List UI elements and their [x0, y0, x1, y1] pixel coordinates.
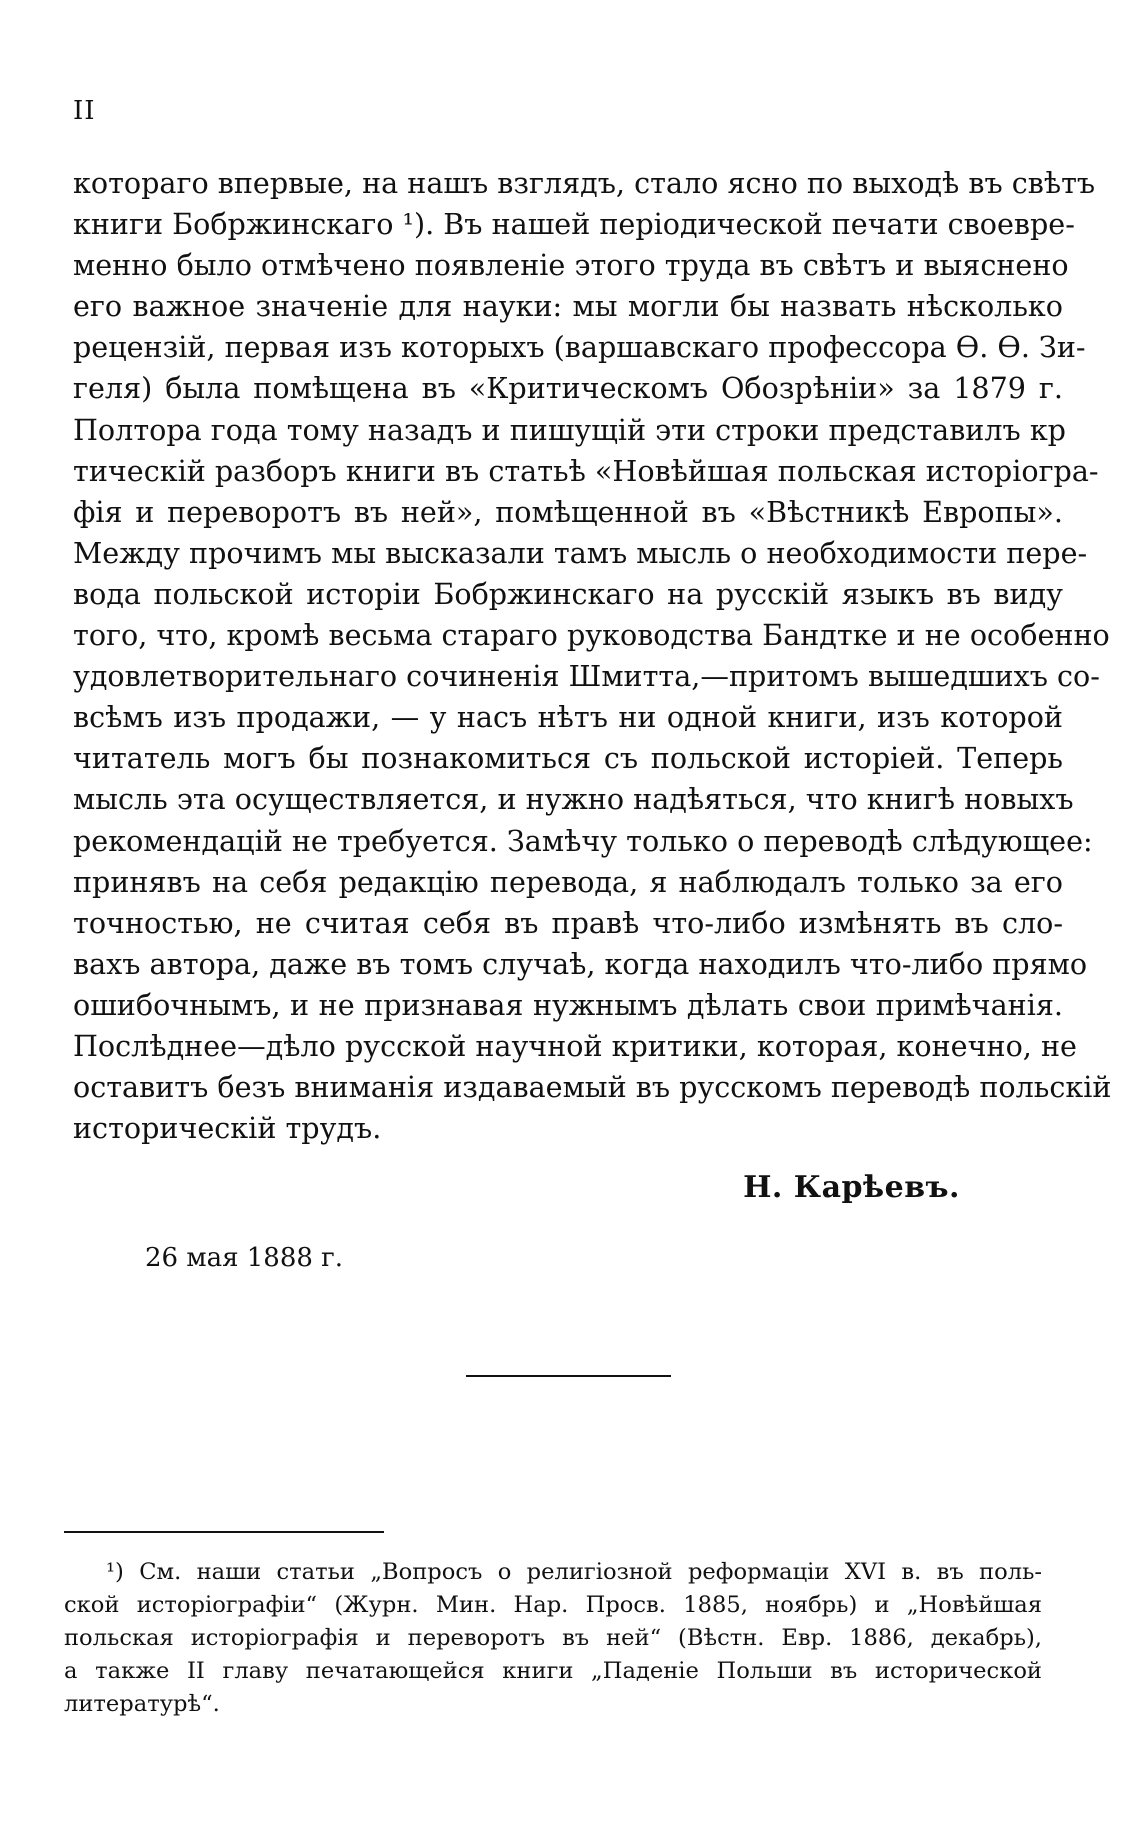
footnote-line: ¹) См. наши статьи „Вопросъ о религіозной реформаціи XVI в. въ поль- [106, 1559, 1042, 1585]
body-line: менно было отмѣчено появленіе этого труда въ свѣтъ и выяснено [73, 248, 1069, 283]
footnote-divider [64, 1531, 384, 1533]
body-text [73, 163, 1112, 1149]
footnote-line: литературѣ“. [64, 1691, 220, 1717]
date-line: 26 мая 1888 г. [145, 1243, 344, 1273]
body-line: рекомендацій не требуется. Замѣчу только о переводѣ слѣдующее: [73, 823, 1093, 858]
footnote [64, 1556, 1042, 1721]
author-signature: Н. Карѣевъ. [743, 1170, 960, 1205]
body-line: того, что, кромѣ весьма стараго руководства Бандтке и не особенно [73, 618, 1110, 653]
body-line: Между прочимъ мы высказали тамъ мысль о необходимости пере- [73, 535, 1088, 570]
body-line: книги Бобржинскаго ¹). Въ нашей періодической печати своевре- [73, 207, 1075, 242]
body-line: Полтора года тому назадъ и пишущій эти строки представилъ кр [73, 412, 1066, 447]
section-divider [466, 1375, 671, 1377]
body-line: историческій трудъ. [73, 1111, 382, 1146]
body-line: Послѣднее—дѣло русской научной критики, которая, конечно, не [73, 1028, 1077, 1063]
body-line: принявъ на себя редакцію перевода, я наблюдалъ только за его [73, 864, 1063, 899]
body-line: тическій разборъ книги въ статьѣ «Новѣйшая польская исторіогра- [73, 453, 1099, 488]
page-number: II [73, 96, 96, 126]
body-line: точностью, не считая себя въ правѣ что-либо измѣнять въ сло- [73, 905, 1063, 940]
body-line: рецензій, первая изъ которыхъ (варшавскаго профессора Ѳ. Ѳ. Зи- [73, 330, 1086, 365]
body-line: оставитъ безъ вниманія издаваемый въ русскомъ переводѣ польскій [73, 1070, 1112, 1105]
body-line: вахъ автора, даже въ томъ случаѣ, когда находилъ что-либо прямо [73, 946, 1088, 981]
body-line: удовлетворительнаго сочиненія Шмитта,—притомъ вышедшихъ со- [73, 659, 1100, 694]
body-line: ошибочнымъ, и не признавая нужнымъ дѣлать свои примѣчанія. [73, 987, 1063, 1022]
body-line: его важное значеніе для науки: мы могли бы назвать нѣсколько [73, 289, 1063, 324]
body-line: читатель могъ бы познакомиться съ польской исторіей. Теперь [73, 741, 1063, 776]
body-line: котораго впервые, на нашъ взглядъ, стало ясно по выходѣ въ свѣтъ [73, 166, 1096, 200]
body-line: фія и переворотъ въ ней», помѣщенной въ «Вѣстникѣ Европы». [73, 494, 1063, 529]
body-line: геля) была помѣщена въ «Критическомъ Обозрѣніи» за 1879 г. [73, 371, 1063, 406]
body-line: вода польской исторіи Бобржинскаго на русскій языкъ въ виду [73, 576, 1063, 611]
footnote-line: польская исторіографія и переворотъ въ ней“ (Вѣстн. Евр. 1886, декабрь), [64, 1625, 1042, 1651]
body-line: мысль эта осуществляется, и нужно надѣяться, что книгѣ новыхъ [73, 782, 1074, 817]
footnote-line: а также II главу печатающейся книги „Паденіе Польши въ исторической [64, 1658, 1042, 1684]
footnote-line: ской исторіографіи“ (Журн. Мин. Нар. Просв. 1885, ноябрь) и „Новѣйшая [64, 1592, 1042, 1618]
body-line: всѣмъ изъ продажи, — у насъ нѣтъ ни одной книги, изъ которой [73, 700, 1063, 735]
